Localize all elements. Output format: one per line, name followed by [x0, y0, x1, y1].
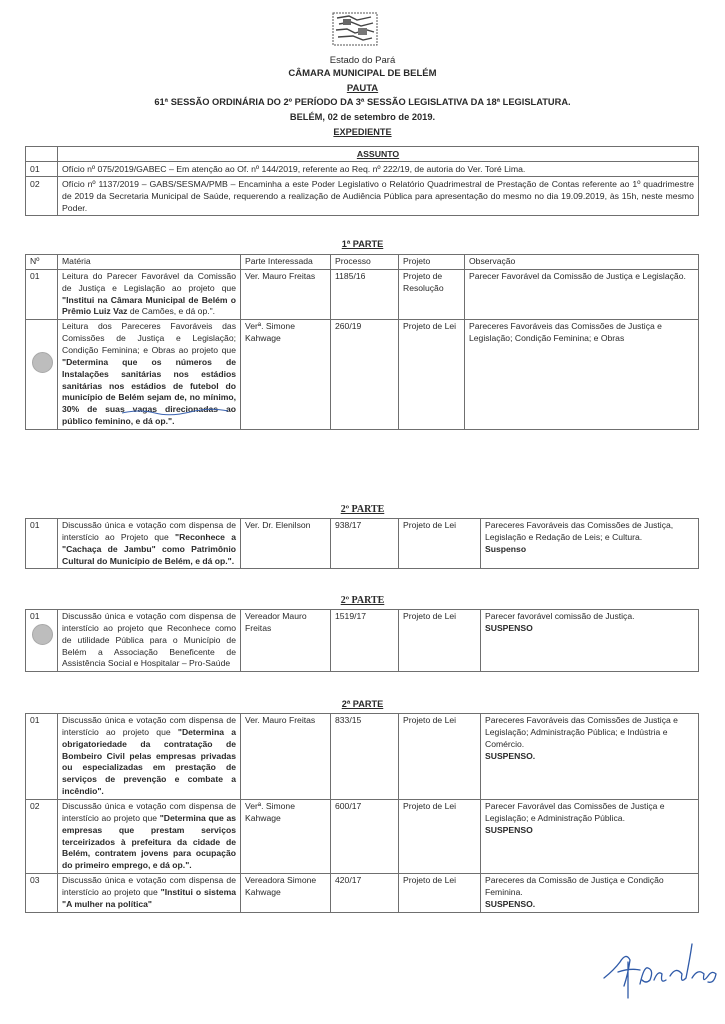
table-row	[26, 714, 699, 800]
materia-text: Leitura dos Pareceres Favoráveis das Comissões de Justiça e Legislação; Condição Feminina; e Obras ao projeto que	[62, 321, 236, 356]
status-label: Suspenso	[485, 543, 527, 554]
table-row	[26, 610, 699, 672]
item-parte: Ver. Mauro Freitas	[241, 714, 331, 800]
item-observacao	[481, 874, 699, 913]
item-processo: 260/19	[331, 320, 399, 430]
item-num: 01	[26, 610, 58, 672]
section-title-parte2b: 2º PARTE	[340, 595, 385, 606]
item-projeto: Projeto de Lei	[399, 320, 465, 430]
item-processo: 1519/17	[331, 610, 399, 672]
institution-name: CÂMARA MUNICIPAL DE BELÉM	[288, 68, 437, 79]
item-projeto: Projeto de Lei	[399, 610, 481, 672]
item-parte: Ver. Mauro Freitas	[241, 269, 331, 319]
item-num: 01	[26, 269, 58, 319]
item-observacao	[481, 714, 699, 800]
table-row	[26, 874, 699, 913]
item-projeto: Projeto de Resolução	[399, 269, 465, 319]
col-header-parte: Parte Interessada	[241, 255, 331, 270]
item-num: 01	[26, 519, 58, 569]
expediente-num: 01	[26, 162, 58, 177]
col-header-num: Nº	[26, 255, 58, 270]
item-projeto: Projeto de Lei	[399, 874, 481, 913]
item-projeto: Projeto de Lei	[399, 800, 481, 874]
status-label: SUSPENSO	[485, 824, 533, 835]
expediente-text: Ofício nº 075/2019/GABEC – Em atenção ao Of. nº 144/2019, referente ao Req. nº 222/19, de autoria do Ver. Toré Lima.	[58, 162, 699, 177]
document-type: PAUTA	[346, 83, 379, 94]
col-header-processo: Processo	[331, 255, 399, 270]
materia-bold-text: "Institui na Câmara Municipal de Belém o Prêmio Luiz Vaz	[62, 294, 236, 317]
handwritten-approval-signature	[600, 940, 720, 1000]
item-materia	[58, 714, 241, 800]
assunto-header: ASSUNTO	[58, 147, 699, 162]
materia-text: Discussão única e votação com dispensa de interstício ao projeto que	[62, 801, 236, 823]
expediente-num: 02	[26, 177, 58, 216]
observacao-text: Parecer favorável comissão de Justiça.	[485, 611, 635, 621]
item-processo: 938/17	[331, 519, 399, 569]
item-projeto: Projeto de Lei	[399, 714, 481, 800]
item-processo: 833/15	[331, 714, 399, 800]
parte2c-table	[25, 713, 699, 913]
item-observacao	[481, 800, 699, 874]
item-observacao	[481, 519, 699, 569]
section-title-parte1: 1ª PARTE	[341, 239, 384, 249]
col-header-projeto: Projeto	[399, 255, 465, 270]
expediente-num-header	[26, 147, 58, 162]
expediente-table	[25, 146, 699, 216]
table-row	[26, 800, 699, 874]
expediente-row	[26, 177, 699, 216]
table-header-row	[26, 255, 699, 270]
item-processo: 420/17	[331, 874, 399, 913]
materia-bold-text: "Determina que os números de Instalações sanitárias nos estádios sanitárias nos estádios de futebol do município de Belém sejam de, no mínimo, 30% de suas vagas direcionadas ao público feminino, e dá op.".	[62, 356, 236, 427]
item-processo: 600/17	[331, 800, 399, 874]
parte1-table	[25, 254, 699, 430]
col-header-materia: Matéria	[58, 255, 241, 270]
item-parte: Vereadora Simone Kahwage	[241, 874, 331, 913]
observacao-text: Pareceres da Comissão de Justiça e Condição Feminina.	[485, 875, 664, 898]
materia-text: Discussão única e votação com dispensa de interstício ao projeto que	[62, 715, 236, 737]
expediente-row	[26, 162, 699, 177]
state-name: Estado do Pará	[329, 55, 396, 66]
table-row	[26, 269, 699, 319]
item-observacao	[481, 610, 699, 672]
status-label: SUSPENSO.	[485, 750, 536, 761]
status-label: SUSPENSO	[485, 622, 533, 633]
item-observacao: Pareceres Favoráveis das Comissões de Justiça e Legislação; Condição Feminina; e Obras	[465, 320, 699, 430]
section-title-parte2a: 2º PARTE	[340, 504, 385, 515]
item-parte: Vereador Mauro Freitas	[241, 610, 331, 672]
item-materia	[58, 269, 241, 319]
col-header-observacao: Observação	[465, 255, 699, 270]
item-num: 01	[26, 714, 58, 800]
materia-text: Discussão única e votação com dispensa de interstício ao Projeto que	[62, 520, 236, 542]
parte2a-table	[25, 518, 699, 569]
materia-tail-text: de Camões, e dá op.".	[127, 306, 216, 317]
item-num	[26, 320, 58, 430]
expediente-header-row	[26, 147, 699, 162]
item-materia	[58, 874, 241, 913]
status-label: SUSPENSO.	[485, 898, 536, 909]
parte2b-table	[25, 609, 699, 672]
municipal-crest-icon	[327, 10, 383, 48]
punch-hole-mark	[32, 624, 53, 645]
section-title-expediente: EXPEDIENTE	[333, 127, 392, 137]
session-date: BELÉM, 02 de setembro de 2019.	[289, 112, 436, 122]
materia-bold-text: "Institui o sistema "A mulher na política"	[62, 887, 237, 909]
item-parte: Ver. Dr. Elenilson	[241, 519, 331, 569]
observacao-text: Pareceres Favoráveis das Comissões de Justiça e Legislação; Administração Pública; e Indústria e Comércio.	[485, 715, 678, 749]
punch-hole-mark	[32, 352, 53, 373]
expediente-text: Ofício nº 1137/2019 – GABS/SESMA/PMB – Encaminha a este Poder Legislativo o Relatório Quadrimestral de Prestação de Contas referente ao 1º quadrimestre de 2019 da Secretaria Municipal de Saúde, requerendo a realização de Audiência Pública para apresentação do mesmo no dia 19.09.2019, às 15h, neste mesmo Poder.	[58, 177, 699, 216]
item-num: 02	[26, 800, 58, 874]
materia-text: Leitura do Parecer Favorável da Comissão de Justiça e Legislação ao projeto que	[62, 270, 236, 293]
session-title: 61ª SESSÃO ORDINÁRIA DO 2º PERÍODO DA 3ª SESSÃO LEGISLATIVA DA 18ª LEGISLATURA.	[154, 97, 571, 107]
item-processo: 1185/16	[331, 269, 399, 319]
observacao-text: Pareceres Favoráveis das Comissões de Justiça, Legislação e Redação de Leis; e Cultura.	[485, 520, 674, 542]
materia-text: Discussão única e votação com dispensa de interstício ao projeto que	[62, 875, 236, 898]
item-observacao: Parecer Favorável da Comissão de Justiça e Legislação.	[465, 269, 699, 319]
observacao-text: Parecer Favorável das Comissões de Justiça e Legislação; e Administração Pública.	[485, 801, 665, 823]
item-parte: Verª. Simone Kahwage	[241, 320, 331, 430]
materia-bold-text: "Reconhece a "Cachaça de Jambu" como Patrimônio Cultural do Município de Belém, e dá op.".	[62, 531, 236, 566]
materia-bold-text: "Determina a obrigatoriedade da contratação de Bombeiro Civil pelas empresas privadas ou especializadas em prestação de serviços de prevenção e combate a incêndio".	[62, 726, 236, 797]
materia-bold-text: "Determina que as empresas que prestam serviços terceirizados à prefeitura da cidade de Belém, contratem jovens para ocupação do primeiro emprego, e dá op.".	[62, 812, 236, 871]
item-materia: Discussão única e votação com dispensa de interstício ao projeto que Reconhece como de utilidade Pública para o Município de Belém a Associação Beneficente de Assistência Social e Hospitalar – Pro-Saúde	[58, 610, 241, 672]
handwritten-strikethrough	[120, 407, 230, 417]
section-title-parte2c: 2ª PARTE	[341, 699, 384, 709]
item-num: 03	[26, 874, 58, 913]
item-materia	[58, 519, 241, 569]
item-projeto: Projeto de Lei	[399, 519, 481, 569]
table-row	[26, 519, 699, 569]
item-materia	[58, 800, 241, 874]
item-parte: Verª. Simone Kahwage	[241, 800, 331, 874]
